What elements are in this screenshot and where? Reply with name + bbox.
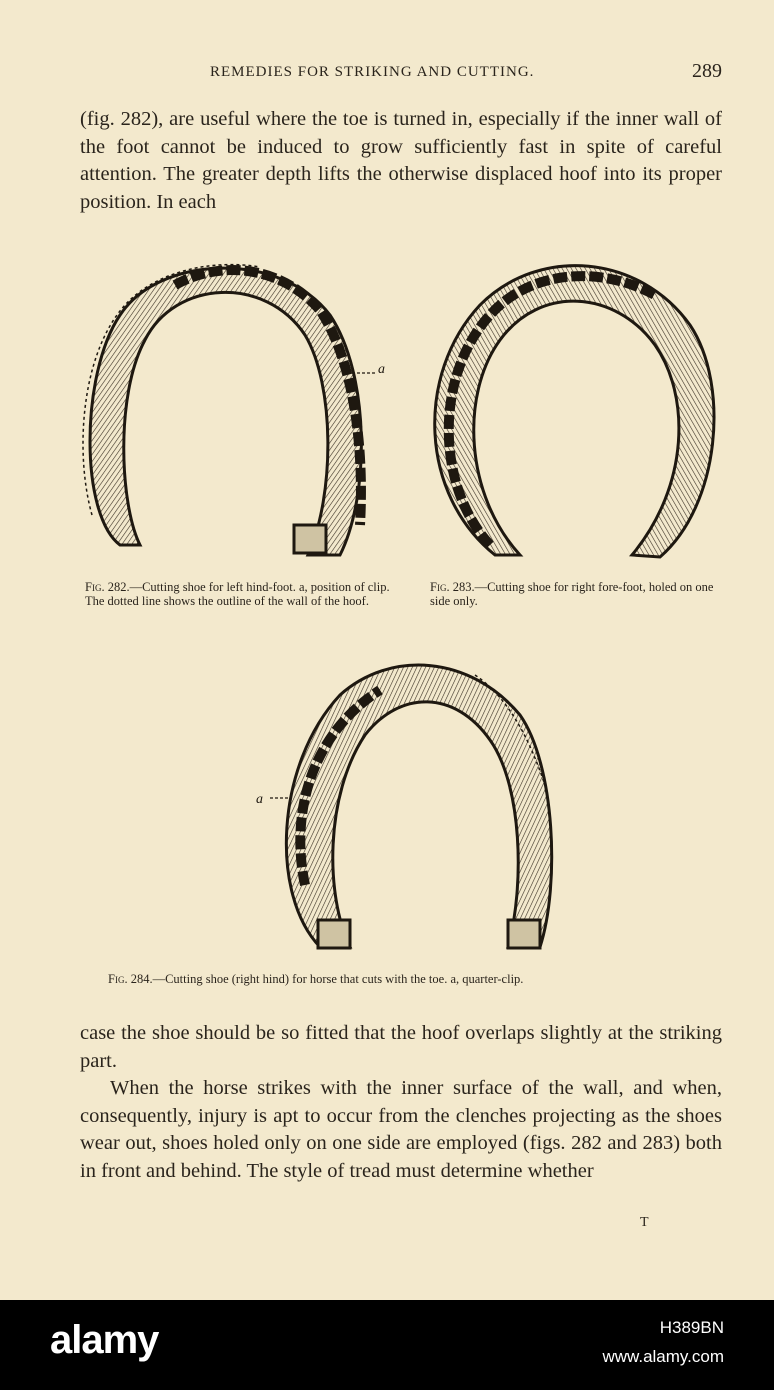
fig-284-label: Fig. 284. <box>108 972 153 986</box>
fig-283-horseshoe <box>420 255 730 570</box>
fig-282-marker: a <box>378 362 385 377</box>
fig-284-horseshoe <box>250 655 570 960</box>
fig-282-caption <box>85 580 395 608</box>
paragraph-2: case the shoe should be so fitted that the hoof overlaps slightly at the striking part. <box>80 1022 722 1072</box>
signature-mark: T <box>640 1215 649 1230</box>
paragraph-3: When the horse strikes with the inner surface of the wall, and when, consequently, injury is apt to occur from the clenches projecting as the shoes wear out, shoes holed only on one side are employed (figs. 282 and 283) both in front and behind. The style of tread must determine whether <box>80 1077 722 1182</box>
fig-284-marker: a <box>256 792 263 807</box>
image-id: H389BN <box>659 1318 724 1337</box>
watermark-url: www.alamy.com <box>602 1347 724 1366</box>
running-head <box>80 60 722 86</box>
fig-283-text: —Cutting shoe for right fore-foot, holed on one side only. <box>430 580 714 608</box>
page-number: 289 <box>692 60 722 82</box>
fig-282-horseshoe <box>80 255 400 570</box>
watermark-bar <box>0 1300 774 1390</box>
fig-282-text: —Cutting shoe for left hind-foot. a, position of clip. The dotted line shows the outline of the wall of the hoof. <box>85 580 390 608</box>
fig-284-caption <box>108 972 708 986</box>
fig-282-label: Fig. 282. <box>85 580 130 594</box>
fig-283-label: Fig. 283. <box>430 580 475 594</box>
paragraph-1: (fig. 282), are useful where the toe is turned in, especially if the inner wall of the foot cannot be induced to grow sufficiently fast in spite of careful attention. The greater depth lifts the otherwise displaced hoof into its proper position. In each <box>80 108 722 213</box>
running-title: REMEDIES FOR STRIKING AND CUTTING. <box>210 64 535 80</box>
fig-284-text: —Cutting shoe (right hind) for horse that cuts with the toe. a, quarter-clip. <box>152 972 524 986</box>
alamy-logo: alamy <box>50 1318 159 1362</box>
fig-283-caption <box>430 580 715 608</box>
